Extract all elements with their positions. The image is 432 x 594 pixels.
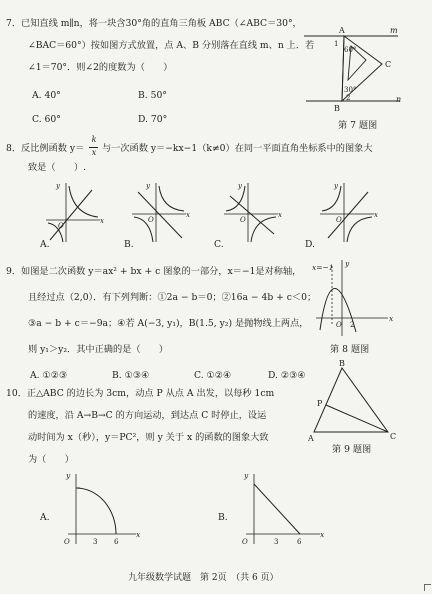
q10-label-b: B <box>339 359 345 368</box>
q8-b-y-label: y <box>146 182 150 190</box>
q7-option-a[interactable]: A. 40° <box>32 90 61 101</box>
q9-line-1: 9．如图是二次函数 y＝ax² + bx + c 图象的一部分，x＝−1是对称轴， <box>6 266 302 277</box>
q9-label-o: O <box>336 321 342 329</box>
q10-a-tick-6: 6 <box>114 538 119 546</box>
q10-label-c: C <box>390 432 397 441</box>
q10-a-x-label: x <box>136 530 141 539</box>
q8-d-y-label: y <box>334 182 338 190</box>
page-footer: 九年级数学试题 第 2页 （共 6 页） <box>128 573 279 583</box>
q9-option-a[interactable]: A. ①②③ <box>30 370 68 381</box>
q7-label-b: B <box>334 104 340 113</box>
q8-d-origin: O <box>336 216 342 224</box>
q10-b-x-label: x <box>320 530 325 539</box>
q7-line-2: ∠BAC＝60°）按如图方式放置，点 A、B 分别落在直线 m、n 上．若 <box>28 40 315 51</box>
q10-line-1: 10．正△ABC 的边长为 3cm，动点 P 从点 A 出发，以每秒 1cm <box>6 388 275 399</box>
q10-a-tick-3: 3 <box>93 538 98 546</box>
q9-label-y: y <box>345 259 350 268</box>
crop-mark <box>424 584 431 591</box>
q7-label-a: A <box>339 26 345 35</box>
q8-c-origin: O <box>240 216 246 224</box>
q9-figure <box>312 256 396 338</box>
q10-label-p: P <box>317 399 323 408</box>
q9-option-d[interactable]: D. ②③④ <box>268 370 306 381</box>
q7-label-2: 2 <box>346 94 351 102</box>
q10-b-origin: O <box>242 538 248 546</box>
q10-b-tick-3: 3 <box>274 538 279 546</box>
q8-option-d[interactable]: D. <box>305 239 315 250</box>
q8-frac-den: x <box>91 148 97 157</box>
q10-line-2: 的速度，沿 A→B→C 的方向运动，到达点 C 时停止，设运 <box>28 410 267 421</box>
q7-caption: 第 7 题图 <box>338 120 378 131</box>
q10-b-tick-6: 6 <box>297 538 302 546</box>
q7-line-3: ∠1＝70°．则∠2的度数为（ ） <box>28 62 173 73</box>
q7-label-1: 1 <box>334 40 339 48</box>
q7-option-c[interactable]: C. 60° <box>32 114 61 125</box>
q8-line-2: 致是（ ）. <box>28 162 87 173</box>
q8-c-x-label: x <box>278 211 282 219</box>
q7-label-c: C <box>385 60 392 69</box>
q10-label-a: A <box>308 434 314 443</box>
q8-option-a[interactable]: A. <box>40 239 50 250</box>
q9-label-2: 2 <box>350 321 355 329</box>
q8-d-x-label: x <box>374 211 378 219</box>
q10-b-y-label: y <box>244 471 249 480</box>
q10-a-origin: O <box>64 538 70 546</box>
q8-c-y-label: y <box>238 182 242 190</box>
q9-option-b[interactable]: B. ①③④ <box>112 370 150 381</box>
q8-a-y-label: y <box>56 182 60 190</box>
q9-option-c[interactable]: C. ①②④ <box>194 370 232 381</box>
q9-line-4: 则 y₁＞y₂．其中正确的是（ ） <box>28 344 169 355</box>
q8-graph-d[interactable] <box>318 180 378 244</box>
q7-label-m: m <box>390 26 398 35</box>
q7-label-n: n <box>396 95 402 104</box>
q8-option-b[interactable]: B. <box>124 239 134 250</box>
q10-graph-b[interactable] <box>234 470 324 550</box>
q9-label-x: x <box>389 314 394 323</box>
q8-graph-a[interactable] <box>44 180 104 244</box>
q7-label-30: 30° <box>344 86 357 94</box>
q7-figure <box>304 22 404 122</box>
q10-triangle-figure <box>308 360 398 442</box>
q7-option-d[interactable]: D. 70° <box>138 114 168 125</box>
q8-line-1b: 与一次函数 y＝−kx−1（k≠0）在同一平面直角坐标系中的图象大 <box>102 143 373 154</box>
q10-caption: 第 9 题图 <box>332 444 372 455</box>
q10-option-b[interactable]: B. <box>218 512 228 523</box>
q8-b-origin: O <box>148 216 154 224</box>
q9-line-3: ③a − b + c＝−9a；④若 A(−3, y₁)，B(1.5, y₂) 是抛物线上两点， <box>28 318 309 329</box>
q10-option-a[interactable]: A. <box>40 512 50 523</box>
q7-option-b[interactable]: B. 50° <box>138 90 167 101</box>
q10-a-y-label: y <box>66 471 71 480</box>
q8-graph-b[interactable] <box>130 180 190 244</box>
q8-a-x-label: x <box>100 217 104 225</box>
q8-b-x-label: x <box>186 211 190 219</box>
q10-graph-a[interactable] <box>56 470 140 550</box>
q8-option-c[interactable]: C. <box>214 239 224 250</box>
q9-label-sym: x=−1 <box>312 263 334 272</box>
q10-line-3: 动时间为 x（秒），y＝PC²，则 y 关于 x 的函数的图象大致 <box>28 432 269 443</box>
q9-line-2: 且经过点（2,0）．有下列判断：①2a − b＝0；②16a − 4b + c＜0； <box>28 292 317 303</box>
q7-line-1: 7．已知直线 m∥n，将一块含30°角的直角三角板 ABC（∠ABC＝30°， <box>6 18 302 29</box>
q8-line-1a: 8．反比例函数 y＝ <box>6 143 85 154</box>
q8-frac-num: k <box>91 135 97 144</box>
q8-graph-c[interactable] <box>222 180 282 244</box>
q7-label-60: 60° <box>344 46 357 54</box>
q8-a-origin: O <box>58 222 64 230</box>
q9-caption: 第 8 题图 <box>330 344 370 355</box>
q10-line-4: 为（ ） <box>28 454 74 465</box>
